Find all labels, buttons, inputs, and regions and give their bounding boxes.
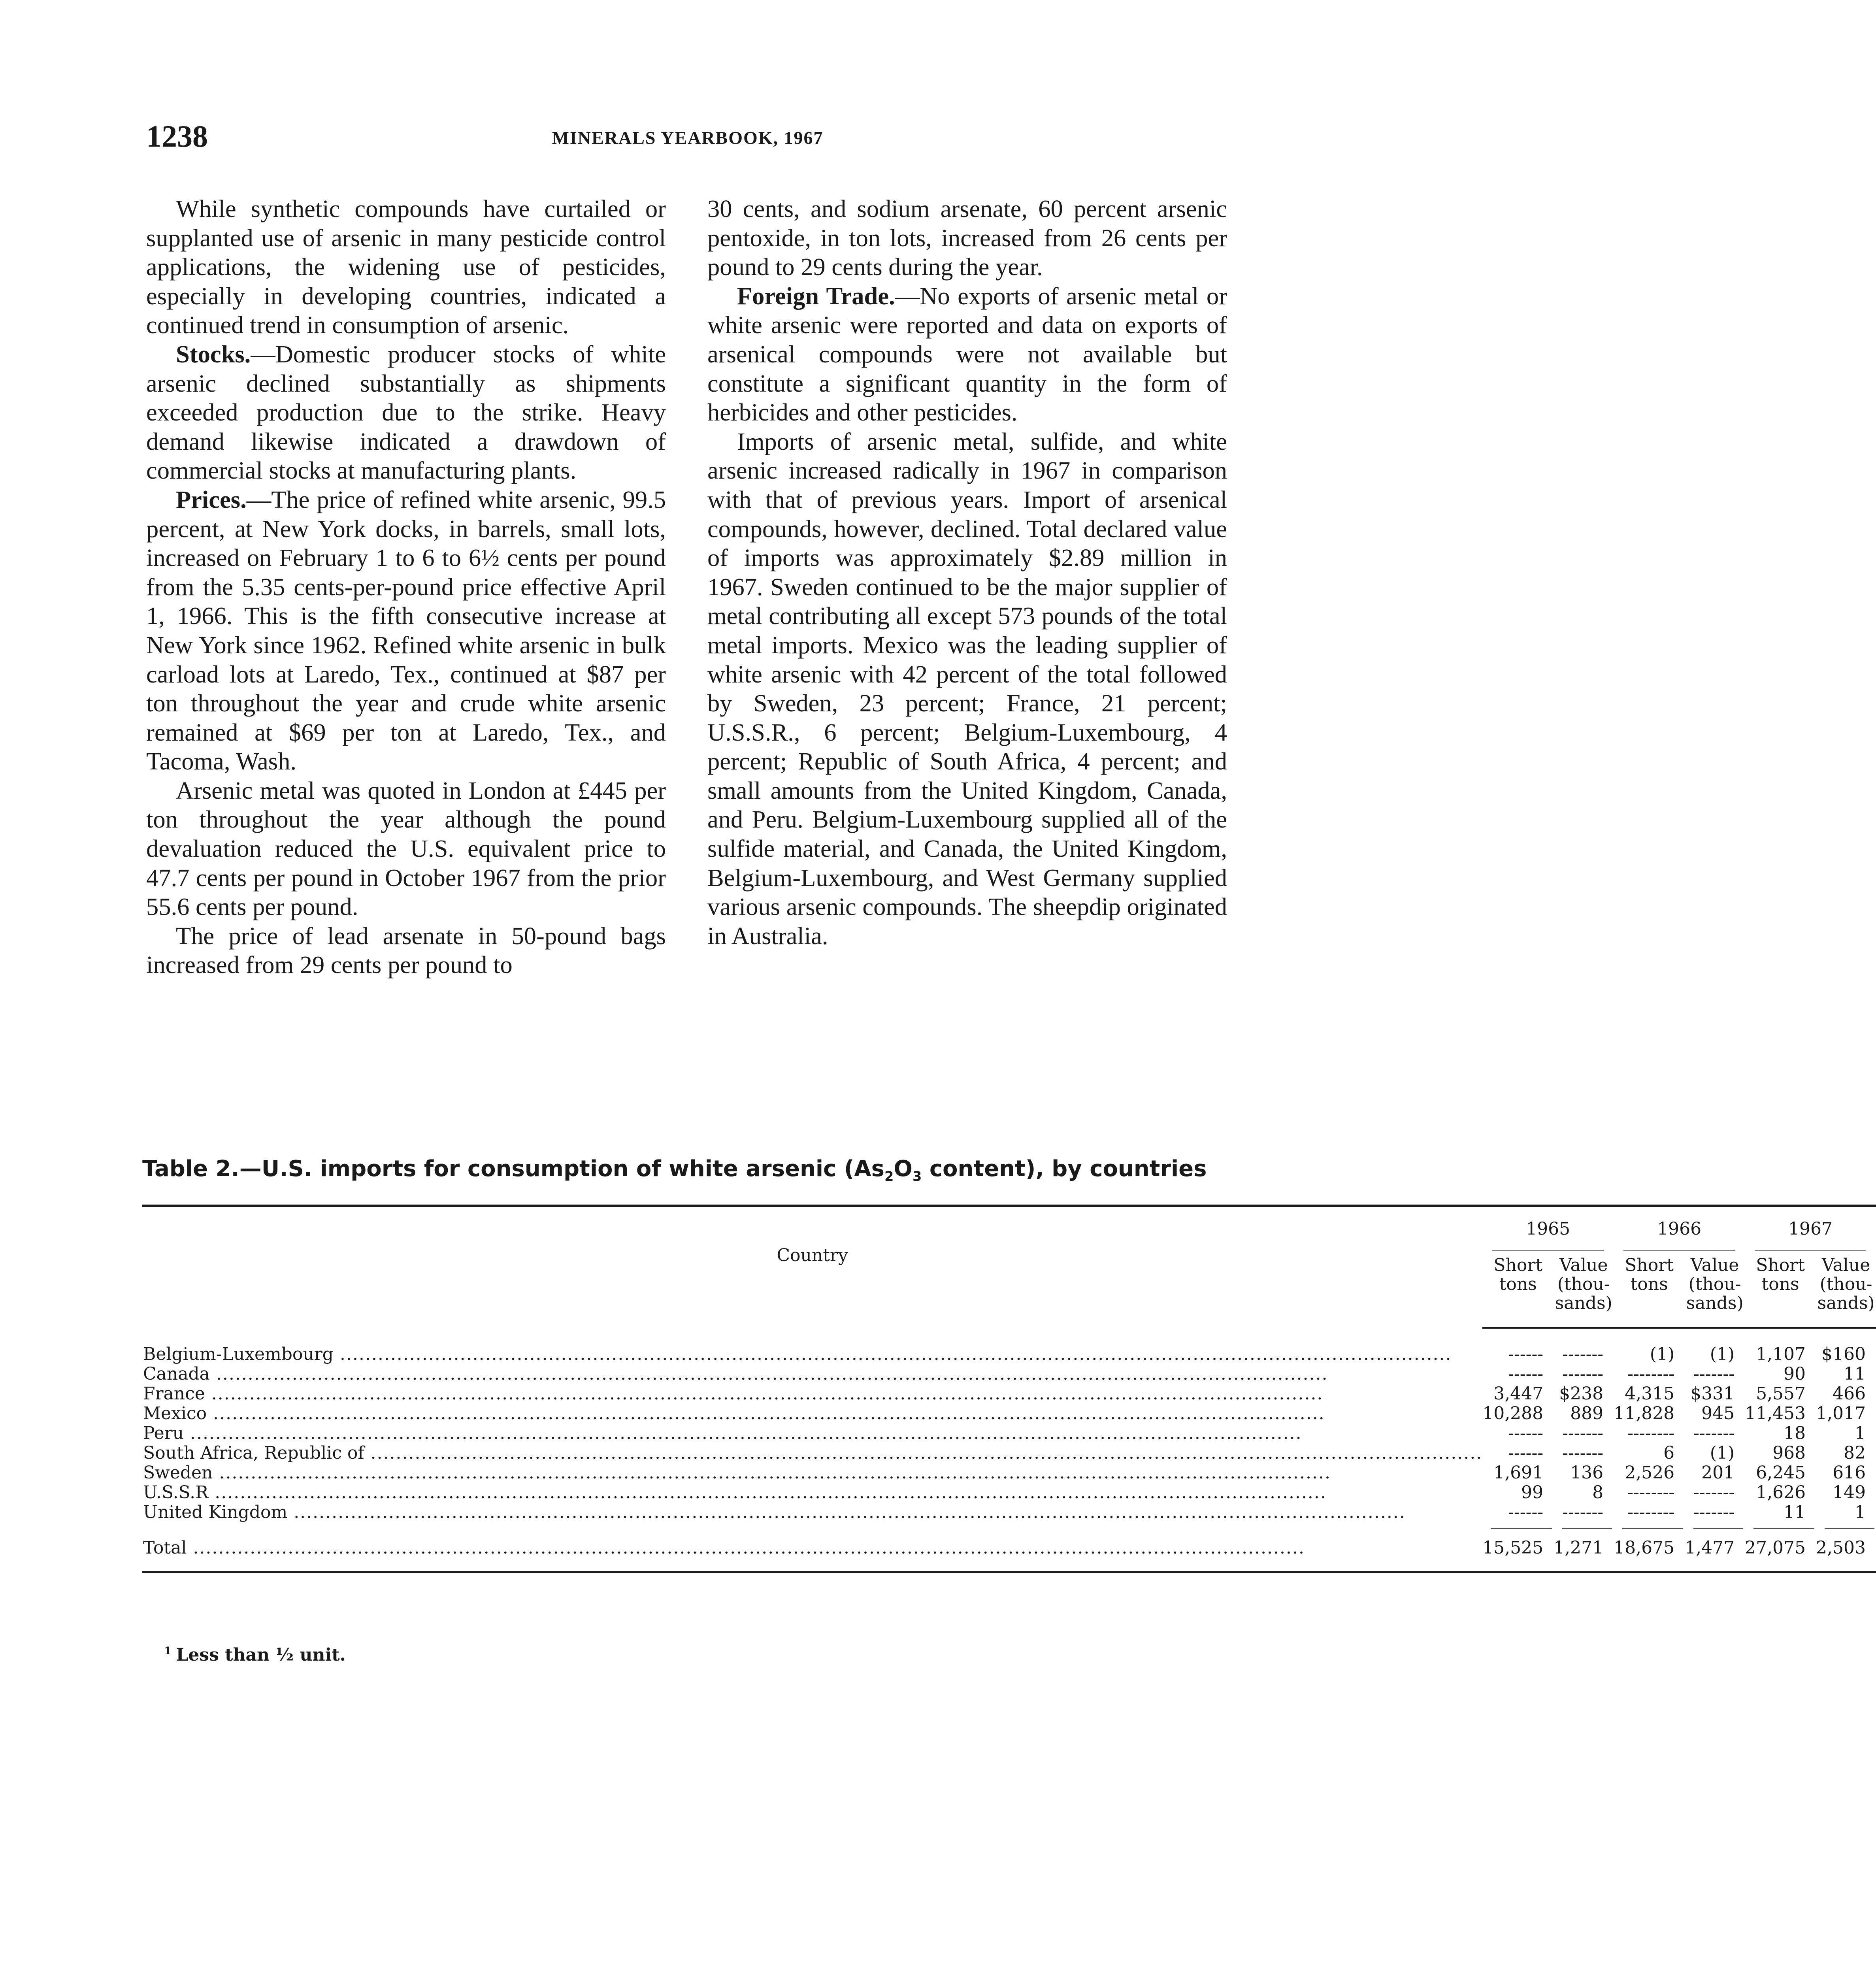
value-cell: ------- <box>1693 1482 1735 1503</box>
total-row <box>142 1522 1876 1573</box>
value-cell: ------ <box>1508 1364 1544 1384</box>
value-cell: ------- <box>1562 1443 1604 1463</box>
country-cell: Sweden ..... <box>142 1463 1482 1483</box>
value-cell: 149 <box>1833 1482 1866 1503</box>
value-cell: (1) <box>1650 1344 1675 1364</box>
year-header-1965: 1965 <box>1482 1206 1614 1251</box>
country-cell: U.S.S.R ..... <box>142 1483 1482 1503</box>
paragraph-london-quote: Arsenic metal was quoted in London at £445 per ton throughout the year although the pound devaluation reduced the U.S. equivalent price to 47.7 cents per pound in October 1967 from the prior 55.6 cents per pound. <box>146 776 666 921</box>
foreign-trade-text: —No exports of arsenic metal or white arsenic were reported and data on exports of arsenical compounds were not available but constitute a significant quantity in the form of herbicides and other pesticides. <box>707 282 1227 426</box>
value-cell: 466 <box>1833 1384 1866 1404</box>
country-cell: Peru ..... <box>142 1424 1482 1443</box>
value-cell: -------- <box>1627 1364 1675 1384</box>
value-cell: 616 <box>1833 1463 1866 1483</box>
value-cell: ------- <box>1562 1364 1604 1384</box>
prices-text-a: —The price of refined white arsenic, 99.5 percent, at New York docks, in barrels, small lots, increased on February 1 to 6 to <box>146 485 666 572</box>
country-cell: France ..... <box>142 1384 1482 1404</box>
value-header: Value (thou- sands) <box>1554 1251 1614 1328</box>
total-value-cell: 15,525 <box>1482 1522 1554 1573</box>
value-cell: $238 <box>1559 1384 1604 1404</box>
value-header: Value (thou- sands) <box>1816 1251 1876 1328</box>
table-row <box>142 1404 1876 1424</box>
table-caption: Table 2.—U.S. imports for consumption of white arsenic ($As_2O_3$ content), by countries <box>142 1156 1207 1184</box>
value-cell: 1 <box>1855 1502 1866 1522</box>
country-cell: South Africa, Republic of ..... <box>142 1443 1482 1463</box>
total-label: Total ..... <box>142 1522 1482 1573</box>
value-cell: 11 <box>1844 1364 1866 1384</box>
value-cell: -------- <box>1627 1423 1675 1443</box>
value-cell: 18 <box>1784 1423 1806 1443</box>
short-tons-header: Short tons <box>1745 1251 1816 1328</box>
value-cell: 11,828 <box>1614 1403 1675 1424</box>
year-header-1967: 1967 <box>1745 1206 1876 1251</box>
short-tons-header: Short tons <box>1614 1251 1685 1328</box>
value-cell: 6,245 <box>1756 1463 1806 1483</box>
value-cell: ------- <box>1693 1502 1735 1522</box>
value-cell: 2,526 <box>1625 1463 1675 1483</box>
value-cell: ------ <box>1508 1423 1544 1443</box>
prices-text-b: cents per pound from the 5.35 cents-per-pound price effective April 1, 1966. This is the fifth consecutive increase at New York since 1962. Refined white arsenic in bulk carload lots at Laredo, Tex., continued at $87 per ton throughout the year and crude white arsenic remained at $69 per ton at Laredo, Tex., and Tacoma, Wash. <box>146 544 666 775</box>
table-row <box>142 1483 1876 1503</box>
value-cell: 10,288 <box>1482 1403 1544 1424</box>
paragraph-prices <box>146 485 666 776</box>
value-cell: 201 <box>1701 1463 1735 1483</box>
left-column <box>146 194 666 980</box>
value-cell: -------- <box>1627 1502 1675 1522</box>
value-cell: 1,626 <box>1756 1482 1806 1503</box>
country-cell: Belgium-Luxembourg ..... <box>142 1328 1482 1364</box>
value-cell: 1 <box>1855 1423 1866 1443</box>
table-row <box>142 1463 1876 1483</box>
value-cell: ------ <box>1508 1502 1544 1522</box>
short-tons-header: Short tons <box>1482 1251 1554 1328</box>
value-cell: 889 <box>1570 1403 1604 1424</box>
value-cell: 90 <box>1784 1364 1806 1384</box>
total-value-cell: 1,271 <box>1554 1522 1614 1573</box>
value-cell: ------- <box>1693 1423 1735 1443</box>
country-header: Country <box>142 1206 1482 1328</box>
paragraph-sodium-arsenate: 30 cents, and sodium arsenate, 60 percent arsenic pentoxide, in ton lots, increased from 26 cents per pound to 29 cents during the year. <box>707 195 1227 281</box>
value-cell: ------ <box>1508 1443 1544 1463</box>
value-cell: 1,107 <box>1756 1344 1806 1364</box>
value-cell: 968 <box>1772 1443 1806 1463</box>
country-cell: Canada ..... <box>142 1364 1482 1384</box>
table-row <box>142 1424 1876 1443</box>
value-cell: $160 <box>1821 1344 1866 1364</box>
value-cell: 11 <box>1784 1502 1806 1522</box>
table-body <box>142 1328 1876 1573</box>
value-cell: 3,447 <box>1493 1384 1544 1404</box>
stocks-text: —Domestic producer stocks of white arsenic declined substantially as shipments exceeded production due to the strike. Heavy demand likewise indicated a drawdown of commercial stocks at manufacturing plants. <box>146 340 666 485</box>
prices-heading: Prices. <box>176 485 247 513</box>
stocks-heading: Stocks. <box>176 340 251 368</box>
paragraph-imports: Imports of arsenic metal, sulfide, and white arsenic increased radically in 1967 in comparison with that of previous years. Import of arsenical compounds, however, declined. Total declared value of imports was approximately $2.89 million in 1967. Sweden continued to be the major supplier of metal contributing all except 573 pounds of the total metal imports. Mexico was the leading supplier of white arsenic with 42 percent of the total followed by Sweden, 23 percent; France, 21 percent; U.S.S.R., 6 percent; Belgium-Luxembourg, 4 percent; Republic of South Africa, 4 percent; and small amounts from the United Kingdom, Canada, and Peru. Belgium-Luxembourg supplied all of the sulfide material, and Canada, the United Kingdom, Belgium-Luxembourg, and West Germany supplied various arsenic compounds. The sheepdip originated in Australia. <box>707 427 1227 950</box>
value-cell: 99 <box>1521 1482 1544 1503</box>
table-footnote <box>164 1645 346 1665</box>
footnote-text: Less than ½ unit. <box>176 1645 346 1665</box>
table-row <box>142 1503 1876 1522</box>
imports-table <box>142 1205 1876 1573</box>
value-cell: 11,453 <box>1745 1403 1806 1424</box>
footnote-mark: 1 <box>164 1645 172 1657</box>
value-cell: (1) <box>1710 1443 1735 1463</box>
total-value-cell: 27,075 <box>1745 1522 1816 1573</box>
right-column <box>707 194 1227 950</box>
value-cell: (1) <box>1710 1344 1735 1364</box>
value-cell: 4,315 <box>1625 1384 1675 1404</box>
table-row <box>142 1364 1876 1384</box>
value-cell: 945 <box>1701 1403 1735 1424</box>
value-cell: $331 <box>1690 1384 1735 1404</box>
value-cell: 1,017 <box>1816 1403 1866 1424</box>
total-value-cell: 1,477 <box>1685 1522 1745 1573</box>
value-header: Value (thou- sands) <box>1685 1251 1745 1328</box>
year-header-1966: 1966 <box>1614 1206 1745 1251</box>
running-head: MINERALS YEARBOOK, 1967 <box>552 128 824 148</box>
value-cell: ------- <box>1562 1502 1604 1522</box>
total-value-cell: 18,675 <box>1614 1522 1685 1573</box>
value-cell: 5,557 <box>1756 1384 1806 1404</box>
value-cell: ------- <box>1562 1344 1604 1364</box>
table-row <box>142 1443 1876 1463</box>
paragraph-foreign-trade <box>707 282 1227 427</box>
country-cell: United Kingdom ..... <box>142 1503 1482 1522</box>
value-cell: 136 <box>1570 1463 1604 1483</box>
paragraph-synthetic-compounds: While synthetic compounds have curtailed or supplanted use of arsenic in many pesticide control applications, the widening use of pesticides, especially in developing countries, indicated a continued trend in consumption of arsenic. <box>146 195 666 339</box>
value-cell: ------- <box>1693 1364 1735 1384</box>
value-cell: ------- <box>1562 1423 1604 1443</box>
prices-fraction: 6½ <box>468 544 500 572</box>
value-cell: 8 <box>1592 1482 1604 1503</box>
page-number: 1238 <box>146 119 208 153</box>
value-cell: ------ <box>1508 1344 1544 1364</box>
page-header <box>146 119 1229 153</box>
paragraph-stocks <box>146 340 666 485</box>
paragraph-lead-arsenate: The price of lead arsenate in 50-pound bags increased from 29 cents per pound to <box>146 922 666 979</box>
table-row <box>142 1384 1876 1404</box>
country-cell: Mexico ..... <box>142 1404 1482 1424</box>
value-cell: -------- <box>1627 1482 1675 1503</box>
value-cell: 82 <box>1844 1443 1866 1463</box>
value-cell: 6 <box>1663 1443 1675 1463</box>
total-value-cell: 2,503 <box>1816 1522 1876 1573</box>
foreign-trade-heading: Foreign Trade. <box>737 282 895 310</box>
table-row <box>142 1328 1876 1364</box>
value-cell: 1,691 <box>1493 1463 1544 1483</box>
